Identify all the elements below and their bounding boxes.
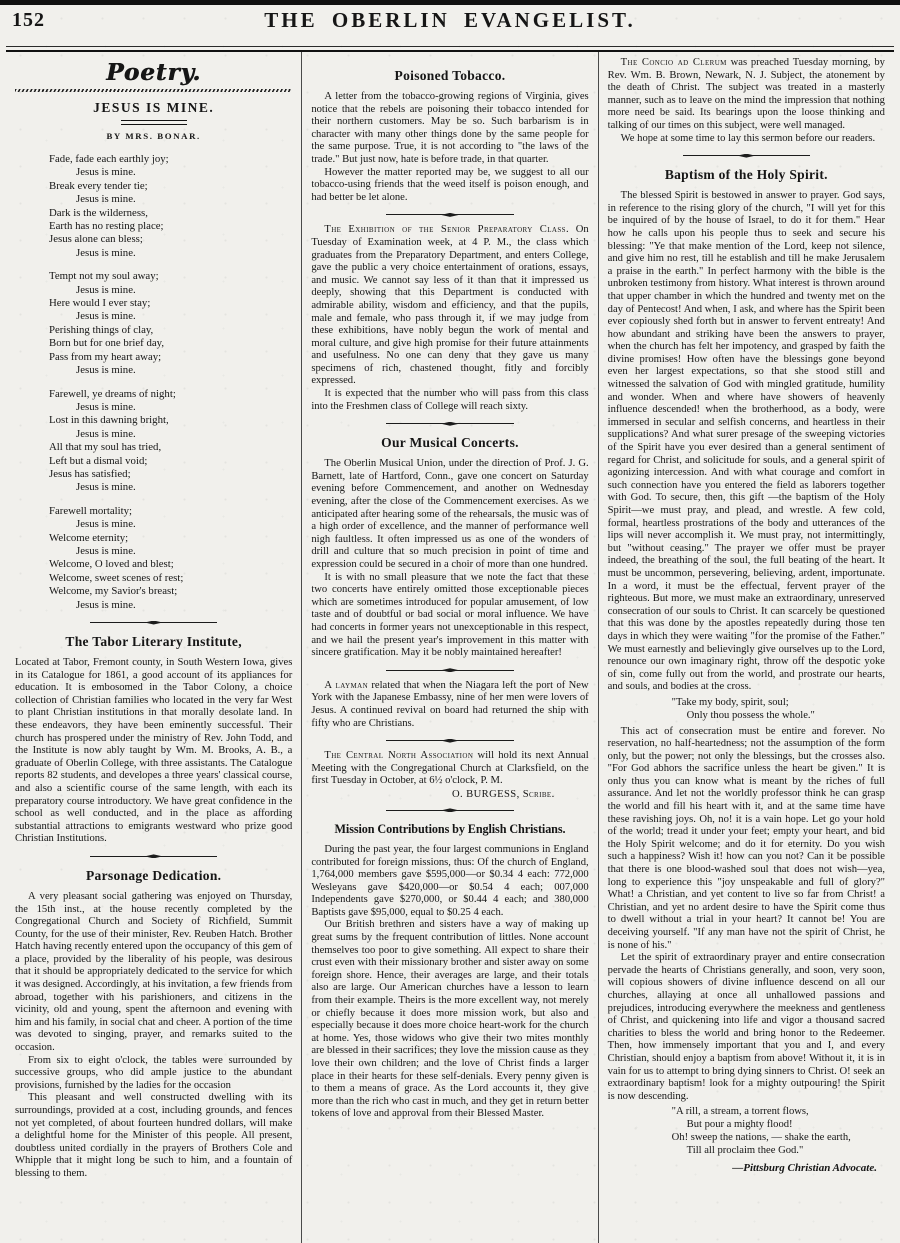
poem-line: Here would I ever stay; [49, 297, 151, 310]
page-number: 152 [12, 9, 45, 31]
poem-line: All that my soul has tried, [49, 441, 162, 454]
poem-line: Jesus is mine. [76, 193, 136, 206]
section-divider [90, 622, 218, 623]
paragraph-lead: The Central North Association [324, 750, 474, 762]
paragraph-lead: A layman [324, 679, 369, 691]
verse-line: "A rill, a stream, a torrent flows, [671, 1106, 809, 1118]
poem-line: Jesus is mine. [76, 166, 136, 179]
paragraph-lead: The Concio ad Clerum [620, 57, 727, 68]
poem [49, 153, 292, 612]
paragraph: This pleasant and well constructed dwelling with its surroundings, provided at a cost, including grounds, and fences not yet completed, of about fourteen hundred dollars, will make a delightful home for the Minister of this people. All present, doubtless united cordially in the prayers of Brothers Cole and Whipple that it might long be such to him, and a fountain of blessing to them. [15, 1092, 293, 1179]
poem-line: Jesus alone can bless; [49, 233, 143, 246]
paragraph: We hope at some time to lay this sermon before our readers. [620, 132, 876, 144]
page-header [0, 0, 900, 44]
article-heading: Mission Contributions by English Christians. [334, 821, 566, 836]
verse-line: "Take my body, spirit, soul; [671, 696, 789, 708]
column-middle [301, 52, 597, 1243]
poem-line: Born but for one brief day, [49, 337, 165, 350]
verse-quote [672, 1106, 885, 1157]
poem-line: Jesus is mine. [76, 598, 136, 611]
paragraph: The Exhibition of the Senior Preparatory Class. On Tuesday of Examination week, at 4 P. M., the class which graduates from the Preparatory Department, and enters College, gave the public a very choice entertainment of orations, essays, and music. We cannot say less of it than that it impressed us deeply, showing that this Department is conducted with admirable ability, wisdom and efficiency, and that the pupils, male and female, who pass through it, if we may judge from these exhibitions, have nobly begun the work of mental and moral culture, and give high promise for their future attainments and usefulness. No one can deny that they gave us many specimens of rich, chastened thought, fitly and forcibly expressed. [311, 224, 589, 387]
section-divider [386, 740, 514, 741]
poem-line: Jesus is mine. [76, 310, 136, 323]
paragraph: It is expected that the number who will pass from this class into the Freshmen class of College will reach sixty. [311, 388, 589, 412]
verse-line: Till all proclaim thee God." [686, 1144, 804, 1156]
paragraph: Located at Tabor, Fremont county, in South Western Iowa, gives in its Catalogue for 1861, a good account of its appliances for education. It is embosomed in the Tabor Colony, a choice collection of Christian families who located in the very far West to plant Christian institutions in that morally desolate land. In these endeavors, they have been eminently successful. Their church has prospered under the ministry of Rev. John Todd, and the Institute is now ably taught by Wm. M. Brooks, A. B., a graduate of Oberlin College, with three assistants. The Catalogue reports 82 students, and developes a three years' classical course, and also a scientific course of the same length, with each its preparatory course introductory. We have great confidence in the school as well conducted, and in the place as affording substantial attractions to emigrants westward who prize good Christian Institutions. [15, 657, 293, 845]
paragraph: However the matter reported may be, we suggest to all our tobacco-using friends that the weed itself is poison enough, and had better be let alone. [311, 166, 589, 203]
poem-stanza [49, 505, 292, 612]
verse-line: Oh! sweep the nations, — shake the earth, [671, 1131, 851, 1143]
article-heading: Baptism of the Holy Spirit. [664, 167, 828, 183]
section-divider [386, 810, 514, 811]
poem-line: Perishing things of clay, [49, 323, 154, 336]
masthead-title: THE OBERLIN EVANGELIST. [264, 8, 636, 32]
section-divider [386, 214, 514, 215]
paragraph: Our British brethren and sisters have a way of making up great sums by the frequent contribution of littles. None account themselves too poor to give something. All expect to share their crust even with their missionary brother and sister away on some foreign shore. Hence, their averages are large, and their totals also are large. Our American churches have a lesson to learn from their example. Theirs is the more excellent way, not merely or chiefly because it does more mission work, but also and especially because it does more choice heart-work for the church at home. Yes, those widows who give their two mites monthly are blessed in their sacrifices; they love the mission cause as they love their own children; and the love of Christ finds a larger place in their hearts for these self-denials. Every penny given is to them a means of grace. As the Lord accounts it, they give more than the rich who cast in much, and they get in return better tokens of love and approval from their Blessed Master. [311, 919, 589, 1120]
poem-line: Jesus is mine. [76, 246, 136, 259]
column-left [6, 52, 301, 1243]
poem-line: Jesus is mine. [76, 544, 136, 557]
section-divider [386, 670, 514, 671]
column-container [0, 52, 900, 1243]
poem-line: Jesus has satisfied; [49, 467, 131, 480]
poem-line: Lost in this dawning bright, [49, 414, 169, 427]
attribution: —Pittsburg Christian Advocate. [732, 1161, 877, 1174]
poem-line: Welcome, sweet scenes of rest; [49, 571, 184, 584]
article-heading: The Tabor Literary Institute, [65, 634, 242, 649]
poem-line: Jesus is mine. [76, 518, 136, 531]
poem-line: Welcome eternity; [49, 531, 129, 544]
wavy-rule [15, 89, 292, 92]
poem-line: Tempt not my soul away; [49, 270, 159, 283]
article-heading: Our Musical Concerts. [381, 435, 519, 451]
verse-quote [672, 697, 885, 723]
paragraph: A layman related that when the Niagara left the port of New York with the Japanese Embassy, nine of her men were lovers of Jesus. A continued revival on board had returned the ship with fifty who are Christians. [311, 679, 589, 729]
poem-line: Jesus is mine. [76, 481, 136, 494]
verse-line: Only thou possess the whole." [686, 709, 815, 721]
poem-line: Left but a dismal void; [49, 454, 148, 467]
paragraph: The Central North Association will hold its next Annual Meeting with the Congregational Church at Clarksfield, on the first Tuesday in October, at 6½ o'clock, P. M. [311, 750, 589, 787]
section-divider [683, 155, 811, 156]
poem-line: Jesus is mine. [76, 400, 136, 413]
section-divider [386, 423, 514, 424]
paragraph: Let the spirit of extraordinary prayer and entire consecration pervade the hearts of Christians generally, and soon, very soon, will copious showers of divine influence descend on all our churches, allaying at once all unhallowed passions and prejudices, introducing everywhere the meekness and gentleness of Christ, and quickening into life and vigor a thousand sacred charities to bless the world and bring honor to the Redeemer. Then, how immensely important that you and I, and every Christian, should enjoy a baptism from above! Without it, it is in vain for us to attempt to bring dying sinners to Christ. O! seek an extraordinary baptism! look for a mighty outpouring! the Spirit is now descending. [607, 952, 885, 1102]
byline: BY MRS. BONAR. [106, 131, 201, 141]
poem-line: Dark is the wilderness, [49, 206, 148, 219]
paragraph: This act of consecration must be entire and forever. No reservation, no half-heartedness; not the assumption of the form only, but the power; not only the blessings, but the crosses also. "For God abhors the sacrifice unless the heart be given." It is only thus you can know what is meant by the riches of full assurance. And let not the worldly professor think he can grasp the world and fill his heart with it, and at the same time have these ravishing joys. Oh, no! it is a vain hope. Let go your hold of the world; tread it under your feet; empty your heart, and bid the Holy Spirit welcome; and do it for eternity. Do you wish such a happiness? Wish it! how can you not? Can it be possible that there is one blood-washed soul that does not wish—yea, long to experience this "joy unspeakable and full of glory?" What! a Christian, and yet content to live so far from Christ! a Christian, and yet no ardent desire to have the Spirit come thus to dwell without a trial in your heart? It cannot be! You are deceiving yourself. "If any man have not the spirit of Christ, he is none of his." [607, 725, 885, 951]
poem-line: Fade, fade each earthly joy; [49, 153, 169, 165]
title-rule [121, 120, 187, 125]
poem-title: JESUS IS MINE. [93, 100, 215, 115]
article-heading: Poisoned Tobacco. [394, 68, 506, 83]
poem-line: Jesus is mine. [76, 283, 136, 296]
paragraph: The Oberlin Musical Union, under the direction of Prof. J. G. Barnett, late of Hartford, Conn., gave one concert on Saturday evening before Commencement, and another on Wednesday evening, after the close of the Commencement exercises. As we anticipated after hearing some of the rehearsals, the music was of a high order of excellence, and the manner of performance well nigh faultless. It often impressed us as one of the wonders of drill and culture that so much precision in point of time and expression could be secured in a choir of more than one hundred. [311, 458, 589, 570]
paragraph: It is with no small pleasure that we note the fact that these two concerts have entirely omitted those exceptionable pieces which are sometimes introduced for popular amusement, of low taste and of doubtful or bad social or moral influence. We have had concerts in former years not unexceptionable in this respect, and we hail the present year's improvement in this matter with sincere gratification. May it be nobly maintained hereafter! [311, 571, 589, 659]
poem-line: Break every tender tie; [49, 179, 148, 192]
paragraph: A very pleasant social gathering was enjoyed on Thursday, the 15th inst., at the house recently completed by the Congregational Church and Society of Richfield, Summit County, for the use of their minister, Rev. Reuben Hatch. Brother Hatch having recently entered upon the occupancy of this gem of a place, provided by the liberality of his people, was desirous that it should be appropriately dedicated to the service for which it was designed. Accordingly, at his invitation, a few friends from abroad, together with his parishioners, and citizens in the vicinity, old and young, spent the afternoon and evening with him and his family, in social chat and cheer. A portion of the time was devoted to singing, prayer, and remarks suited to the occasion. [15, 890, 293, 1054]
paragraph: The blessed Spirit is bestowed in answer to prayer. God says, in reference to the rising glory of the church, "I will yet for this be inquired of by the house of Israel, to do it for them." Hear how he calls upon his people thus to seek and secure his blessing: "Ye that make mention of the Lord, keep not silence, and give him no rest, till he establish and till he make Jerusalem a praise in the earth." In perfect harmony with the bible is the unbroken testimony from history. What interest is thrown around that upper chamber in which the hundred and twenty met on the day of Pentecost! And when, I ask, and where has the Spirit been ever copiously shed forth but in answer to fervent entreaty! And how abundant and striking have been the answers to prayer, when the church has felt her impotency, and grasped by faith the divine promises! How often have the blessings gone beyond even her largest expectations, so that she stood still and witnessed the salvation of God with mingled gratitude, humility and wonder. When and where have showers of heavenly influence descended! when the brotherhood, as a body, were immersed in secular and selfish concerns, and heartless in their supplications? And what surer presage of the sweeping victories of the Spirit have you ever desired than a general sentiment of regard for Christ, and solicitude for souls, and a general spirit of agonizing intercession. And with what courage and comfort in such connection have you entered the field as laborers together with God. To secure, then, this gift —the baptism of the Holy Spirit—we must pray, and plead, and wrestle. A few cold, formal, heartless prostrations of the body and utterances of the lips will never accomplish it. We must pray, not intermittingly, but "without ceasing." The prayer we offer must be prayer indeed, the breathing of the soul, the full beating of the heart. It must be uncommon, persevering, believing, ardent, importunate. In a word, it must be the effectual, fervent prayer of the righteous. But more, we must make an extraordinary, unreserved consecration of our souls to Christ. It can scarcely be questioned that this was done by the apostles repeatedly during those ten days in which they were waiting "for the promise of the Father." We must earnestly and believingly give ourselves up to the Lord, renounce our own imaginary right, throw off the despotic yoke of sin, come fully out from the world, and prostrate our hearts, and souls, and bodies at the cross. [607, 190, 885, 693]
department-heading: Poetry. [106, 59, 202, 86]
poem-line: Jesus is mine. [76, 427, 136, 440]
section-divider [90, 856, 218, 857]
poem-stanza [49, 270, 292, 377]
column-right [598, 52, 894, 1243]
signature: O. BURGESS, Scribe. [451, 788, 555, 800]
paragraph-lead: The Exhibition of the Senior Preparatory Class. [324, 224, 570, 236]
paragraph: From six to eight o'clock, the tables were surrounded by successive groups, who did ample justice to the abundant provisions, furnished by the ladies for the occasion [15, 1054, 293, 1091]
poem-line: Jesus is mine. [76, 364, 136, 377]
poem-line: Pass from my heart away; [49, 350, 162, 363]
poem-line: Earth has no resting place; [49, 220, 164, 233]
poem-stanza [49, 388, 292, 495]
paragraph: The Concio ad Clerum was preached Tuesday morning, by Rev. Wm. B. Brown, Newark, N. J. Subject, the atonement by the death of Christ. The subject was treated in a masterly manner, such as to leave on the mind the impression that nothing more need be said. Its bearings upon the loose thinking and talking of our times on this subject, were well managed. [607, 57, 885, 131]
paragraph: During the past year, the four largest communions in England contributed for foreign missions, thus: Of the church of England, 1,764,000 members gave $595,000—or $0.34 4 each: 772,000 Wesleyans gave $420,000—or $0.54 4 each; 007,000 Independents gave $270,000, or $0.44 4 each; and 380,000 Baptists gave $95,000, equal to $0.25 4 each. [311, 843, 589, 918]
paragraph: A letter from the tobacco-growing regions of Virginia, gives notice that the rebels are poisoning their tobacco intended for their northern customers. May be so. Such barbarism is in character with many other things done by the same people for the same purpose. True, it is not according to "the laws of the trade." But just now, hate is before trade, in that quarter. [311, 91, 589, 165]
verse-line: But pour a mighty flood! [686, 1119, 793, 1131]
poem-line: Welcome, my Savior's breast; [49, 585, 178, 598]
poem-line: Farewell, ye dreams of night; [49, 387, 176, 400]
poem-stanza [49, 153, 292, 260]
poem-line: Farewell mortality; [49, 504, 133, 517]
article-heading: Parsonage Dedication. [86, 867, 222, 883]
poem-line: Welcome, O loved and blest; [49, 558, 174, 571]
